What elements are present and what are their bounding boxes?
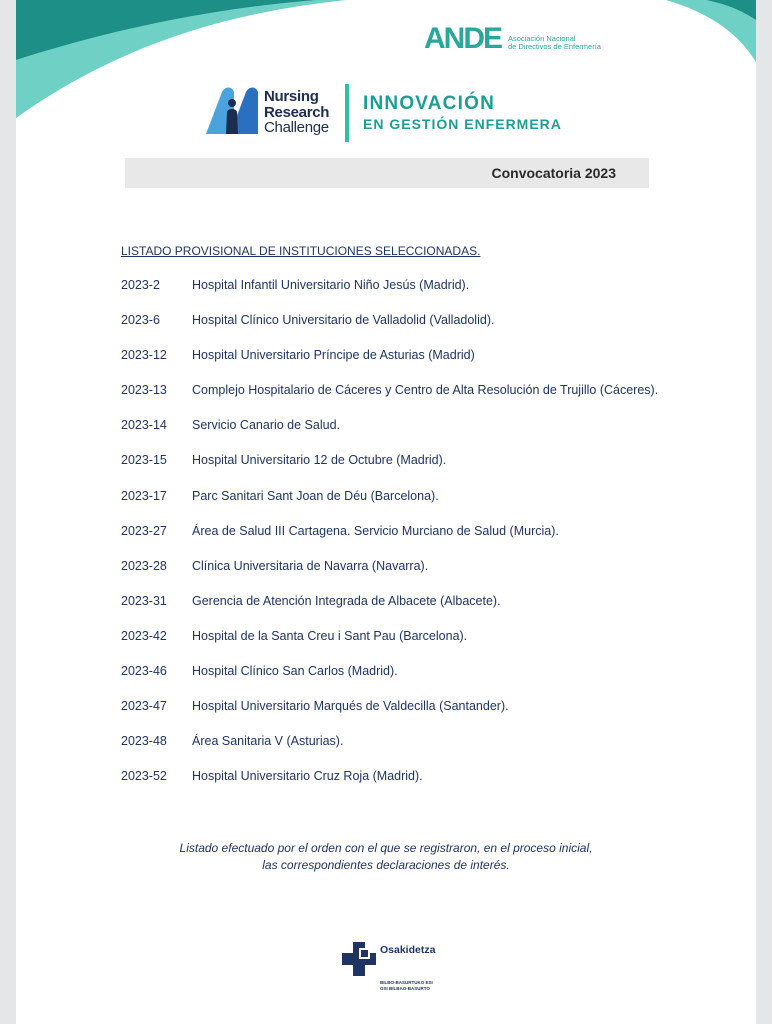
- entry-name: Hospital Universitario Príncipe de Asturias (Madrid): [192, 348, 475, 363]
- document-page: [16, 0, 756, 1024]
- entry-name: Hospital Clínico San Carlos (Madrid).: [192, 664, 398, 679]
- convocatoria-label: Convocatoria 2023: [491, 165, 616, 181]
- entry-code: 2023-47: [121, 699, 167, 714]
- entry-name: Gerencia de Atención Integrada de Albacete (Albacete).: [192, 593, 501, 608]
- entry-code: 2023-42: [121, 628, 167, 643]
- convocatoria-band: [125, 158, 649, 188]
- list-item: [121, 699, 658, 734]
- ande-line1: Asociación Nacional: [508, 34, 576, 43]
- svg-text:ANDE: ANDE: [424, 22, 502, 52]
- list-item: [121, 348, 658, 383]
- list-item: [121, 629, 658, 664]
- ande-wordmark-icon: [424, 22, 506, 52]
- entry-code: 2023-27: [121, 523, 167, 538]
- osakidetza-sub2: OSI BILBAO-BASURTO: [380, 985, 430, 991]
- entry-name: Área Sanitaria V (Asturias).: [192, 734, 344, 749]
- entry-name: Servicio Canario de Salud.: [192, 418, 340, 433]
- entry-code: 2023-2: [121, 278, 160, 292]
- list-item: [121, 313, 658, 348]
- entry-code: 2023-31: [121, 593, 167, 608]
- list-item: [121, 489, 658, 524]
- innovation-title: INNOVACIÓN: [363, 93, 495, 114]
- nrc-line2: Research: [264, 103, 330, 121]
- entry-code: 2023-6: [121, 313, 160, 328]
- logo-divider: [345, 84, 349, 142]
- nurse-logo-icon: [204, 86, 266, 140]
- entry-code: 2023-17: [121, 488, 167, 503]
- entry-code: 2023-28: [121, 558, 167, 573]
- entry-name: Área de Salud III Cartagena. Servicio Murciano de Salud (Murcia).: [192, 523, 559, 538]
- entry-name: Clínica Universitaria de Navarra (Navarra).: [192, 558, 429, 573]
- innovation-title-block: [363, 93, 562, 133]
- list-heading: LISTADO PROVISIONAL DE INSTITUCIONES SELECCIONADAS.: [121, 244, 481, 258]
- entry-code: 2023-52: [121, 769, 167, 784]
- entry-name: Hospital Infantil Universitario Niño Jesús (Madrid).: [192, 278, 470, 292]
- entry-code: 2023-15: [121, 453, 167, 468]
- footnote-line2: las correspondientes declaraciones de interés.: [262, 858, 510, 872]
- list-item: [121, 734, 658, 769]
- entry-name: Hospital Clínico Universitario de Valladolid (Valladolid).: [192, 313, 495, 328]
- nrc-line3: Challenge: [264, 119, 329, 136]
- osakidetza-logo: [342, 940, 462, 1000]
- entry-code: 2023-46: [121, 664, 167, 679]
- entry-code: 2023-12: [121, 348, 167, 363]
- footnote-line1: Listado efectuado por el orden con el que se registraron, en el proceso inicial,: [179, 841, 593, 855]
- entry-code: 2023-48: [121, 734, 167, 749]
- list-item: [121, 418, 658, 453]
- nursing-research-challenge-logo: [204, 86, 354, 142]
- innovation-subtitle: EN GESTIÓN ENFERMERA: [363, 116, 562, 132]
- footnote: [16, 840, 756, 874]
- entry-name: Hospital Universitario Cruz Roja (Madrid).: [192, 769, 423, 784]
- entry-code: 2023-13: [121, 383, 167, 398]
- list-item: [121, 559, 658, 594]
- entry-name: Hospital Universitario 12 de Octubre (Madrid).: [192, 453, 447, 468]
- ande-logo: [424, 22, 620, 58]
- list-item: [121, 524, 658, 559]
- osakidetza-cross-icon: [342, 942, 376, 976]
- entry-name: Hospital Universitario Marqués de Valdecilla (Santander).: [192, 699, 509, 714]
- entry-name: Complejo Hospitalario de Cáceres y Centro de Alta Resolución de Trujillo (Cáceres).: [192, 383, 659, 398]
- list-item: [121, 664, 658, 699]
- list-item: [121, 594, 658, 629]
- entry-code: 2023-14: [121, 418, 167, 433]
- nrc-line1: Nursing: [264, 88, 319, 105]
- list-item: [121, 769, 658, 804]
- entry-name: Parc Sanitari Sant Joan de Déu (Barcelona).: [192, 488, 439, 503]
- list-item: [121, 278, 658, 313]
- entry-name: Hospital de la Santa Creu i Sant Pau (Barcelona).: [192, 628, 468, 643]
- osakidetza-sub1: BILBO-BASURTUKO ESI: [380, 980, 433, 985]
- list-item: [121, 453, 658, 488]
- institution-list: [121, 278, 658, 804]
- ande-line2: de Directivos de Enfermería: [508, 42, 601, 51]
- osakidetza-name: Osakidetza: [380, 944, 436, 956]
- list-item: [121, 383, 658, 418]
